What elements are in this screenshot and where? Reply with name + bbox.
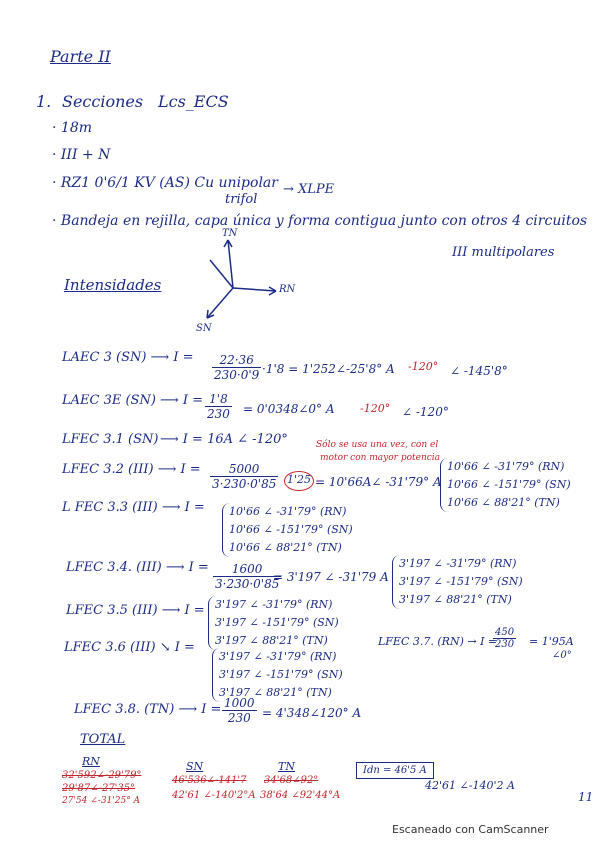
line8-label: LFEC 3.6 (III) ↘ I = bbox=[64, 640, 195, 655]
bullet-xlpe: → XLPE bbox=[283, 182, 335, 197]
line4-phase-sn: 10'66 ∠ -151'79° (SN) bbox=[447, 478, 571, 491]
line2-angle: -120° bbox=[360, 402, 391, 415]
line4-phase-list bbox=[440, 458, 571, 512]
line5-phase-tn: 10'66 ∠ 88'21° (TN) bbox=[229, 541, 342, 554]
total-heading: TOTAL bbox=[80, 732, 126, 747]
bullet-length: · 18m bbox=[52, 120, 92, 136]
line9-angle: ∠0° bbox=[552, 650, 572, 661]
line6-phase-sn: 3'197 ∠ -151'79° (SN) bbox=[399, 575, 523, 588]
total-rn-value-2: 29'87∠-27'35° bbox=[62, 783, 136, 794]
line5-phase-rn: 10'66 ∠ -31'79° (RN) bbox=[229, 505, 347, 518]
line10-label: LFEC 3.8. (TN) ⟶ I = bbox=[74, 702, 222, 717]
line1-fraction: $\frac{22\cdot 36}{230\cdot 0'9}$ bbox=[214, 353, 260, 382]
bullet-cable: · RZ1 0'6/1 KV (AS) Cu unipolar bbox=[52, 175, 278, 191]
line1-result: ·1'8 = 1'252∠-25'8° A bbox=[262, 362, 395, 376]
line4-label: LFEC 3.2 (III) ⟶ I = bbox=[62, 462, 201, 477]
line8-phase-list bbox=[212, 648, 343, 702]
line7-phase-sn: 3'197 ∠ -151'79° (SN) bbox=[215, 616, 339, 629]
line4-result: = 10'66A∠ -31'79° A bbox=[315, 475, 442, 489]
total-tn-value-1: 34'68∠92° bbox=[264, 775, 319, 786]
total-tn-value-2: 38'64 ∠92'44°A bbox=[260, 790, 341, 801]
section-number: 1. bbox=[36, 92, 52, 111]
section-heading: Secciones bbox=[62, 92, 144, 111]
line6-phase-tn: 3'197 ∠ 88'21° (TN) bbox=[399, 593, 512, 606]
line4-note-2: motor con mayor potencia bbox=[320, 453, 441, 463]
bullet-phases: · III + N bbox=[52, 147, 111, 163]
total-sn-value-1: 46'536∠-141'7 bbox=[172, 775, 247, 786]
phasor-rn-label: RN bbox=[279, 284, 296, 295]
line4-note-1: Sólo se usa una vez, con el bbox=[316, 440, 439, 450]
line7-label: LFEC 3.5 (III) ⟶ I = bbox=[66, 603, 205, 618]
total-idn-value: 42'61 ∠-140'2 A bbox=[425, 779, 515, 792]
total-tn-label: TN bbox=[278, 760, 295, 773]
line6-phase-list bbox=[392, 555, 523, 609]
total-rn-label: RN bbox=[82, 755, 100, 768]
total-sn-value-2: 42'61 ∠-140'2°A bbox=[172, 790, 256, 801]
bullet-install: · Bandeja en rejilla, capa única y forma contigua junto con otros 4 circuitos bbox=[52, 213, 588, 229]
section-ref: Lcs_ECS bbox=[158, 92, 229, 111]
line4-phase-rn: 10'66 ∠ -31'79° (RN) bbox=[447, 460, 565, 473]
line5-phase-sn: 10'66 ∠ -151'79° (SN) bbox=[229, 523, 353, 536]
line2-fraction: $\frac{1'8}{230}$ bbox=[207, 392, 230, 421]
line8-phase-sn: 3'197 ∠ -151'79° (SN) bbox=[219, 668, 343, 681]
line8-phase-tn: 3'197 ∠ 88'21° (TN) bbox=[219, 686, 332, 699]
line4-circled-value: 1'25 bbox=[287, 473, 312, 486]
line7-phase-list bbox=[208, 596, 339, 650]
line5-phase-list bbox=[222, 503, 353, 557]
line1-angle: -120° bbox=[408, 360, 439, 373]
line1-tail: ∠ -145'8° bbox=[450, 364, 508, 378]
line6-label: LFEC 3.4. (III) ⟶ I = bbox=[66, 560, 209, 575]
line9-result: = 1'95A bbox=[529, 635, 574, 648]
phasor-tn-label: TN bbox=[222, 228, 238, 239]
bullet-multipolares: III multipolares bbox=[452, 245, 555, 260]
line7-phase-tn: 3'197 ∠ 88'21° (TN) bbox=[215, 634, 328, 647]
page-title: Parte II bbox=[50, 47, 111, 66]
line9-fraction: $\frac{450}{230}$ bbox=[495, 627, 515, 650]
line10-result: = 4'348∠120° A bbox=[262, 706, 362, 720]
line6-result: = 3'197 ∠ -31'79 A bbox=[273, 570, 389, 584]
intensidades-heading: Intensidades bbox=[64, 276, 162, 294]
line2-tail: ∠ -120° bbox=[402, 405, 449, 419]
line9-label: LFEC 3.7. (RN) → I = bbox=[378, 635, 498, 648]
total-rn-value-3: 27'54 ∠-31'25° A bbox=[62, 796, 141, 806]
page-number: 11 bbox=[578, 790, 594, 804]
line2-label: LAEC 3E (SN) ⟶ I = bbox=[62, 393, 203, 408]
scanner-watermark: Escaneado con CamScanner bbox=[392, 823, 549, 836]
line1-label: LAEC 3 (SN) ⟶ I = bbox=[62, 350, 194, 365]
line4-fraction: $\frac{5000}{3\cdot 230\cdot 0'85}$ bbox=[212, 462, 277, 491]
line2-result: = 0'0348∠0° A bbox=[243, 402, 335, 416]
total-sn-label: SN bbox=[186, 760, 204, 773]
line3-result: ⟶ I = 16A ∠ -120° bbox=[160, 432, 288, 447]
phasor-sn-label: SN bbox=[196, 323, 212, 334]
total-rn-value-1: 32'592∠-29'79° bbox=[62, 770, 142, 781]
bullet-trifol: trifol bbox=[225, 192, 258, 207]
line6-fraction: $\frac{1600}{3\cdot 230\cdot 0'85}$ bbox=[215, 562, 280, 591]
line5-label: L FEC 3.3 (III) ⟶ I = bbox=[62, 500, 205, 515]
line4-phase-tn: 10'66 ∠ 88'21° (TN) bbox=[447, 496, 560, 509]
line6-phase-rn: 3'197 ∠ -31'79° (RN) bbox=[399, 557, 517, 570]
line7-phase-rn: 3'197 ∠ -31'79° (RN) bbox=[215, 598, 333, 611]
line10-fraction: $\frac{1000}{230}$ bbox=[224, 696, 255, 725]
total-idn-box: Idn = 46'5 A bbox=[356, 762, 434, 779]
line3-label: LFEC 3.1 (SN) bbox=[62, 432, 159, 447]
line8-phase-rn: 3'197 ∠ -31'79° (RN) bbox=[219, 650, 337, 663]
